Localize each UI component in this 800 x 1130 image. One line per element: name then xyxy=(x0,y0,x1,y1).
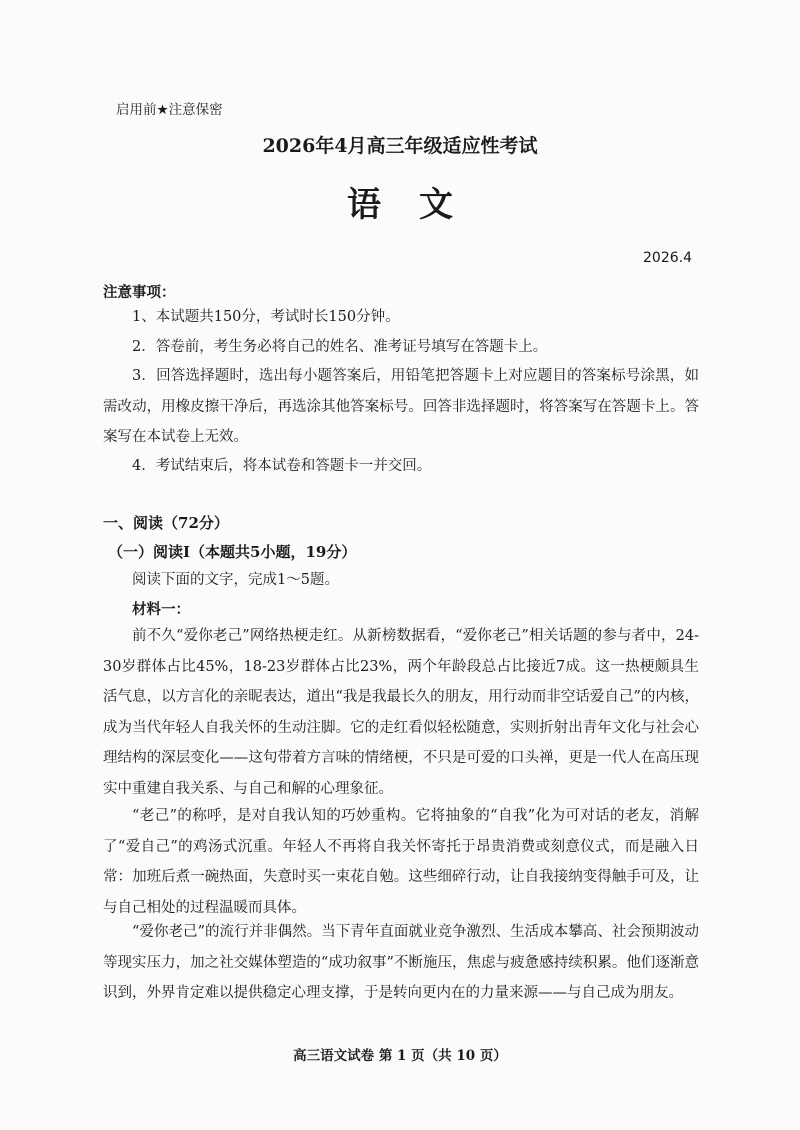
subsection-title: （一）阅读Ⅰ（本题共5小题，19分） xyxy=(108,543,357,561)
notice-title: 注意事项： xyxy=(103,284,176,301)
section-title: 一、阅读（72分） xyxy=(103,514,229,532)
reading-instruction: 阅读下面的文字，完成1～5题。 xyxy=(132,572,339,588)
paragraph-1: 前不久“爱你老己”网络热梗走红。从新榜数据看，“爱你老己”相关话题的参与者中，24-30岁群体占比45%，18-23岁群体占比23%，两个年龄段总占比接近7成。这一热梗颇具生活气息，以方言化的亲昵表达，道出“我是我最长久的朋友，用行动而非空话爱自己”的内核，成为当代年轻人自我关怀的生动注脚。它的走红看似轻松随意，实则折射出青年文化与社会心理结构的深层变化——这句带着方言味的情绪梗，不只是可爱的口头禅，更是一代人在高压现实中重建自我关系、与自己和解的心理象征。 xyxy=(103,628,699,797)
notice-item-1: 1、本试题共150分，考试时长150分钟。 xyxy=(132,309,400,325)
notice-item-2: 2．答卷前，考生务必将自己的姓名、准考证号填写在答题卡上。 xyxy=(132,339,548,355)
paragraph-2: “老己”的称呼，是对自我认知的巧妙重构。它将抽象的“自我”化为可对话的老友，消解了“爱自己”的鸡汤式沉重。年轻人不再将自我关怀寄托于昂贵消费或刻意仪式，而是融入日常：加班后煮一碗热面，失意时买一束花自勉。这些细碎行动，让自我接纳变得触手可及，让与自己相处的过程温暖而具体。 xyxy=(103,808,699,916)
notice-item-3: 3．回答选择题时，选出每小题答案后，用铅笔把答题卡上对应题目的答案标号涂黑，如需改动，用橡皮擦干净后，再选涂其他答案标号。回答非选择题时，将答案写在答题卡上。答案写在本试卷上无效。 xyxy=(103,368,699,446)
exam-title: 2026年4月高三年级适应性考试 xyxy=(262,135,538,157)
subject-title: 语文 xyxy=(347,185,491,225)
exam-date: 2026.4 xyxy=(643,250,692,266)
paragraph-3: “爱你老己”的流行并非偶然。当下青年直面就业竞争激烈、生活成本攀高、社会预期波动等现实压力，加之社交媒体塑造的“成功叙事”不断施压，焦虑与疲惫感持续积累。他们逐渐意识到，外界肯定难以提供稳定心理支撑，于是转向更内在的力量来源——与自己成为朋友。 xyxy=(103,924,699,1002)
material-label: 材料一： xyxy=(132,601,190,618)
notice-item-4: 4．考试结束后，将本试卷和答题卡一并交回。 xyxy=(132,458,432,474)
confidential-label: 启用前★注意保密 xyxy=(116,102,223,118)
page-footer: 高三语文试卷 第 1 页（共 10 页） xyxy=(293,1048,507,1064)
